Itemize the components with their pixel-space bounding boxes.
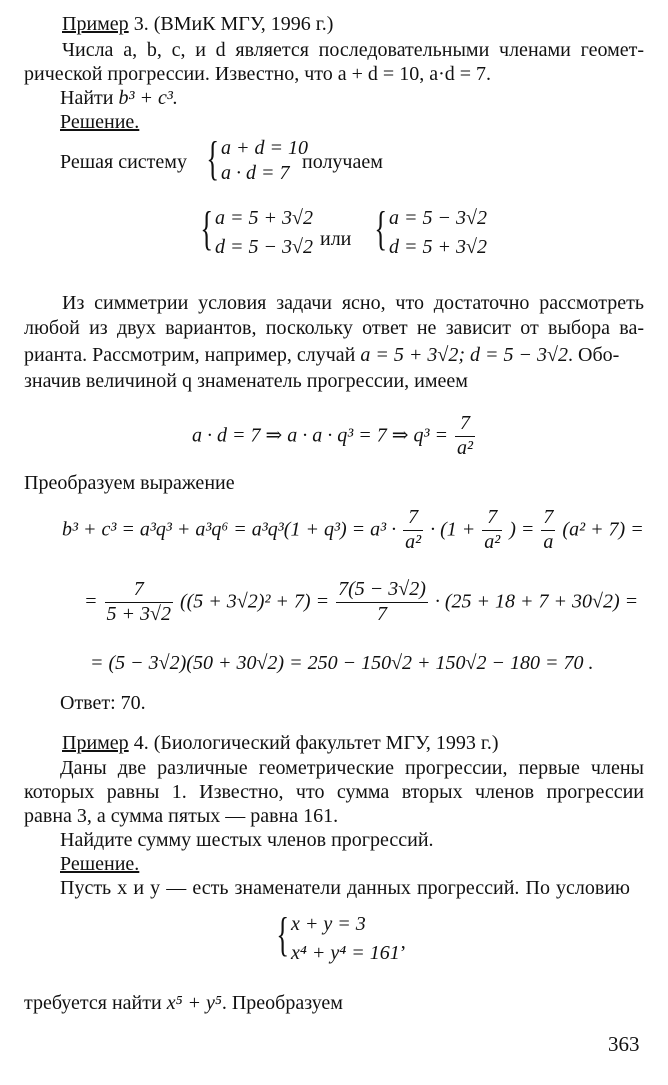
paragraph-line3-a: рианта. Рассмотрим, например, случай — [24, 344, 361, 366]
system-xy-row: x⁴ + y⁴ = 161 — [291, 942, 400, 964]
page-number: 363 — [608, 1032, 640, 1056]
example4-solution-label: Решение. — [60, 853, 140, 875]
example4-source: 4. (Биологический факультет МГУ, 1993 г.) — [128, 732, 499, 754]
equation-a-frac1-den: a² — [405, 530, 422, 553]
equation-c — [90, 652, 594, 676]
equation-b-frac2-num: 7(5 − 3√2) — [338, 578, 426, 600]
example3-label: Пример — [62, 13, 129, 35]
equation-b-end: · (25 + 18 + 7 + 30√2) = — [434, 590, 639, 613]
line6-expression: x⁵ + y⁵ — [166, 992, 222, 1014]
example4-label: Пример — [62, 732, 129, 754]
left-brace-icon: { — [276, 908, 290, 961]
paragraph-line1: Из симметрии условия задачи ясно, что достаточно рассмотреть — [62, 292, 644, 314]
example4-line5: Пусть x и y — есть знаменатели данных прогрессий. По условию — [60, 877, 630, 899]
system-initial — [196, 132, 309, 186]
paragraph-line2: любой из двух вариантов, поскольку ответ не зависит от выбора ва- — [24, 317, 644, 339]
paragraph-line3 — [24, 344, 619, 368]
equation-a — [62, 506, 644, 554]
left-brace-icon: { — [200, 202, 214, 255]
equation-b — [84, 578, 638, 626]
equation-b-eq: = — [84, 590, 98, 613]
equation-q-left: a · d = 7 ⇒ a · a · q³ = 7 ⇒ q³ = — [192, 424, 448, 447]
equation-b-paren: ((5 + 3√2)² + 7) = — [179, 590, 330, 613]
equation-a-frac1-num: 7 — [408, 506, 419, 528]
example4-line1: Даны две различные геометрические прогрессии, первые члены — [60, 757, 644, 779]
example4-line4: Найдите сумму шестых членов прогрессий. — [60, 829, 434, 851]
equation-b-frac1-den: 5 + 3√2 — [106, 602, 171, 625]
equation-a-frac3-den: a — [543, 530, 554, 553]
or-text: или — [320, 228, 352, 250]
system-xy-tail: ’ — [399, 942, 407, 964]
equation-a-end: (a² + 7) = — [562, 518, 644, 541]
example4-line3: равна 3, а сумма пятых — равна 161. — [24, 805, 339, 827]
equation-b-frac1-num: 7 — [133, 578, 144, 600]
example4-line2: которых равны 1. Известно, что сумма вторых членов прогрессии — [24, 781, 644, 803]
system-a-row: d = 5 − 3√2 — [215, 236, 314, 258]
system-initial-row: a · d = 7 — [221, 162, 290, 184]
equation-a-frac2-num: 7 — [487, 506, 498, 528]
paragraph-line3-b: . Обо- — [568, 344, 620, 366]
example4-line6 — [24, 992, 343, 1016]
line6-suffix: . Преобразуем — [221, 992, 343, 1014]
line6-prefix: требуется найти — [24, 992, 167, 1014]
transform-text: Преобразуем выражение — [24, 472, 235, 494]
system-solution-a — [190, 202, 314, 260]
left-brace-icon: { — [374, 202, 388, 255]
solving-text: Решая систему — [60, 151, 187, 173]
getting-text: получаем — [302, 151, 383, 173]
left-brace-icon: { — [206, 132, 220, 185]
system-xy-row: x + y = 3 — [291, 913, 366, 935]
find-prefix: Найти — [60, 87, 119, 109]
system-b-row: a = 5 − 3√2 — [389, 207, 488, 229]
equation-q — [192, 412, 477, 460]
equation-b-frac2-den: 7 — [376, 602, 387, 625]
answer: Ответ: 70. — [60, 692, 146, 714]
example3-solution-label: Решение. — [60, 111, 140, 133]
paragraph-line4: значив величиной q знаменатель прогрессии, имеем — [24, 370, 468, 392]
example3-heading — [62, 13, 333, 37]
equation-a-frac2-den: a² — [484, 530, 501, 553]
system-a-row: a = 5 + 3√2 — [215, 207, 314, 229]
find-expression: b³ + c³. — [118, 87, 178, 109]
system-initial-row: a + d = 10 — [221, 137, 309, 159]
example3-source: 3. (ВМиК МГУ, 1996 г.) — [128, 13, 334, 35]
equation-q-denominator: a² — [457, 436, 473, 459]
paragraph-case: a = 5 + 3√2; d = 5 − 3√2 — [360, 344, 568, 366]
equation-a-frac3-num: 7 — [543, 506, 554, 528]
equation-a-left: b³ + c³ = a³q³ + a³q⁶ = a³q³(1 + q³) = a³ · — [62, 518, 397, 541]
example3-line2: рической прогрессии. Известно, что a + d = 10, a·d = 7. — [24, 63, 492, 85]
equation-q-numerator: 7 — [460, 412, 470, 434]
equation-a-mid: · (1 + — [430, 518, 476, 541]
system-xy — [266, 908, 407, 966]
example3-find — [60, 87, 178, 111]
example4-heading — [62, 732, 499, 756]
equation-a-close: ) = — [509, 518, 535, 541]
example3-line1: Числа a, b, c, и d является последовательными членами геомет- — [62, 39, 644, 61]
system-b-row: d = 5 + 3√2 — [389, 236, 488, 258]
system-solution-b — [364, 202, 488, 260]
equation-c-text: = (5 − 3√2)(50 + 30√2) = 250 − 150√2 + 150√2 − 180 = 70 . — [90, 652, 594, 674]
